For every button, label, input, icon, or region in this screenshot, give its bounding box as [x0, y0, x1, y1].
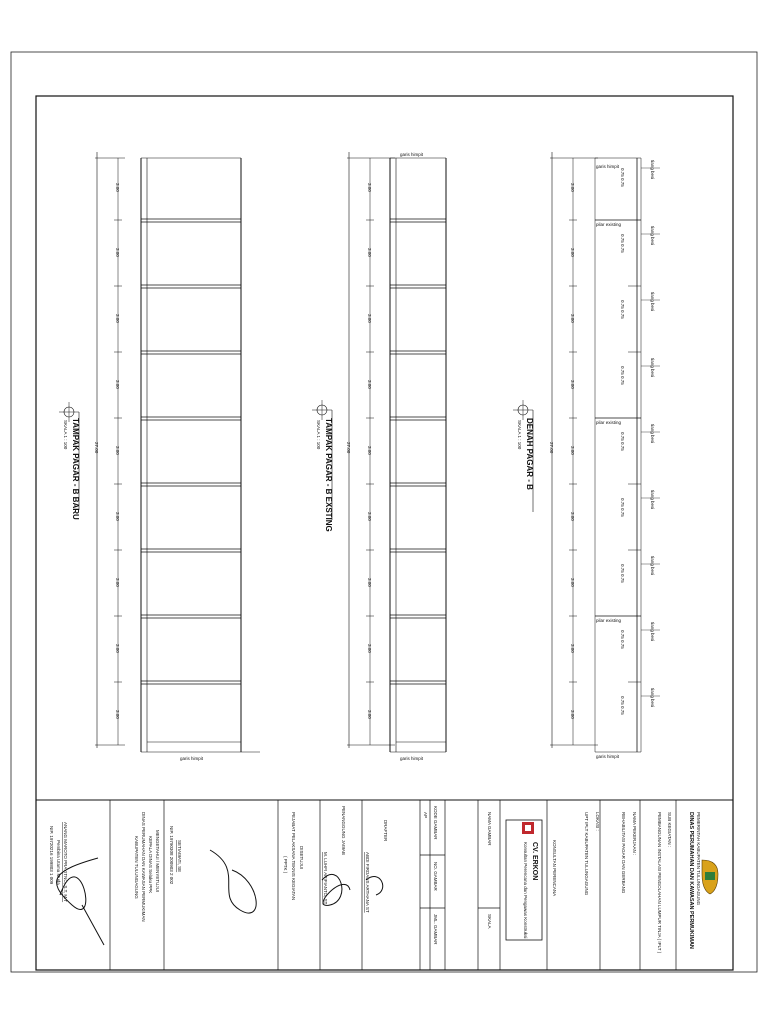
tb-kepala-label: KEPALA DINAS Selaku PPK: [148, 836, 153, 894]
tb-kode-gambar-label: KODE GAMBAR: [433, 806, 438, 840]
tb-drafter-label: DRAFTER: [383, 820, 388, 842]
tb-kepala-name: ANANG MAROTO PRAYITNO, S.T, M.T: [63, 822, 68, 903]
tb-kepala-rank: Pembina Utama Muda: [56, 840, 61, 885]
tb-mengetahui-label: MENGETAHUI / MENYETUJUI: [155, 830, 160, 893]
tb-kepala-nip: NIP. 19720216 199803 1 009: [49, 826, 54, 885]
dim-seg-exist-5: 3.00: [367, 446, 372, 455]
tb-sub-kegiatan: PEMBANGUNAN INSTALASI PENGOLAHAN LUMPUR TINJA ( IPLT ): [657, 812, 662, 954]
dim-seg-plan-6: 3.00: [570, 512, 575, 521]
tb-konsultan-name: CV. ERKON: [531, 842, 538, 881]
pillar-existing-3: pilar existing: [596, 618, 622, 623]
tb-jml-gambar-label: JML. GAMBAR: [433, 914, 438, 945]
plan-dim-2: 0.75 0.75: [620, 234, 625, 253]
tb-pj-name: M. LUHFI ARIFIANTO, ST: [323, 852, 328, 905]
plan-tag-6: tiang besi: [650, 490, 655, 510]
tb-konsultan-label: KONSULTAN PERENCANA: [552, 840, 557, 897]
plan-dim-9: 0.75 0.75: [620, 696, 625, 715]
tb-lokasi: UPT IPLT KABUPATEN TULUNGAGUNG: [584, 812, 589, 896]
label-plan: DENAH PAGAR - B: [525, 418, 534, 490]
scale-elevation-existing: SKALA 1 : 100: [316, 420, 321, 450]
tb-pptk-label: PEJABAT PELAKSANA TEKNIS KEGIATAN: [291, 812, 296, 901]
tb-pptk-nip: NIP. 19790308 200903 2 002: [169, 826, 174, 885]
plan-tag-2: tiang besi: [650, 226, 655, 246]
dim-total-new: 27.00: [94, 442, 99, 454]
dim-seg-exist-8: 3.00: [367, 644, 372, 653]
tb-disetujui-label: DISETUJUI: [299, 846, 304, 870]
dim-seg-new-7: 3.00: [115, 578, 120, 587]
tb-pj-label: PENANGGUNG JAWAB: [341, 806, 346, 855]
pillar-existing-1: pilar existing: [596, 222, 622, 227]
dim-seg-exist-1: 3.00: [367, 183, 372, 192]
dim-seg-new-6: 3.00: [115, 512, 120, 521]
plan-tag-5: tiang besi: [650, 424, 655, 444]
label-elevation-existing: TAMPAK PAGAR - B EXSTING: [324, 418, 333, 532]
dim-seg-plan-3: 3.00: [570, 314, 575, 323]
dim-seg-new-1: 3.00: [115, 183, 120, 192]
tb-nama-gambar-label: NAMA GAMBAR: [487, 812, 492, 846]
dim-total-plan: 27.00: [549, 442, 554, 454]
tb-skala-label: SKALA: [487, 914, 492, 929]
plan-view: [513, 152, 660, 752]
plan-dim-8: 0.75 0.75: [620, 630, 625, 649]
tb-pptk-sub: ( PPTK ): [283, 856, 288, 874]
plan-dim-6: 0.75 0.75: [620, 498, 625, 517]
plan-tag-4: tiang besi: [650, 358, 655, 378]
title-block-grid: [110, 800, 676, 970]
plan-dim-4: 0.75 0.75: [620, 366, 625, 385]
dim-seg-plan-2: 3.00: [570, 248, 575, 257]
plan-tag-9: tiang besi: [650, 688, 655, 708]
plan-dim-5: 0.75 0.75: [620, 432, 625, 451]
dim-seg-new-3: 3.00: [115, 314, 120, 323]
dim-seg-new-2: 3.00: [115, 248, 120, 257]
plan-tag-8: tiang besi: [650, 622, 655, 642]
tb-nama-pekerjaan-label: NAMA PEKERJAAN :: [632, 812, 637, 856]
ground-label-plan-top: garis himpit: [596, 164, 620, 169]
elevation-new: [59, 152, 260, 752]
dim-seg-new-5: 3.00: [115, 446, 120, 455]
ground-label-plan-bottom: garis himpit: [596, 754, 620, 759]
ground-label-exist-top: garis himpit: [400, 152, 424, 157]
scale-elevation-new: SKALA 1 : 100: [63, 420, 68, 450]
consultant-logo-mark-inner: [525, 825, 531, 831]
dim-total-existing: 27.00: [346, 442, 351, 454]
tb-kepala-org: DINAS PERUMAHAN DAN KAWASAN PERMUKIMAN: [141, 812, 146, 922]
dim-seg-exist-9: 3.00: [367, 710, 372, 719]
ground-label-new: garis himpit: [180, 756, 204, 761]
plan-tag-1: tiang besi: [650, 160, 655, 180]
dim-seg-plan-1: 3.00: [570, 183, 575, 192]
dim-seg-exist-7: 3.00: [367, 578, 372, 587]
tb-konsultan-sub: Konsultan Perencana dan Pengawas Konstruksi: [523, 842, 528, 939]
tb-kode-gambar: AP: [423, 812, 428, 819]
plan-dim-7: 0.75 0.75: [620, 564, 625, 583]
scale-plan: SKALA 1 : 100: [517, 420, 522, 450]
dim-seg-new-4: 3.00: [115, 380, 120, 389]
dim-seg-exist-2: 3.00: [367, 248, 372, 257]
plan-tag-3: tiang besi: [650, 292, 655, 312]
label-elevation-new: TAMPAK PAGAR - B BARU: [71, 418, 80, 520]
tb-no-gambar-label: NO. GAMBAR: [433, 862, 438, 891]
dim-seg-exist-4: 3.00: [367, 380, 372, 389]
tb-lokasi-label: LOKASI :: [595, 812, 600, 831]
tb-owner-line2: DINAS PERUMAHAN DAN KAWASAN PERMUKIMAN: [688, 812, 694, 949]
plan-tag-7: tiang besi: [650, 556, 655, 576]
tb-owner-line1: PEMERINTAH KABUPATEN TULUNGAGUNG: [696, 812, 701, 906]
dim-seg-exist-3: 3.00: [367, 314, 372, 323]
ground-label-exist-bottom: garis himpit: [400, 756, 424, 761]
tb-kepala-kab: KABUPATEN TULUNGAGUNG: [134, 836, 139, 899]
tb-drafter-name: ABDI FIRDAUS ARTHANA ST: [365, 852, 370, 913]
dim-seg-plan-5: 3.00: [570, 446, 575, 455]
dim-seg-plan-7: 3.00: [570, 578, 575, 587]
pillar-existing-2: pilar existing: [596, 420, 622, 425]
dim-seg-plan-8: 3.00: [570, 644, 575, 653]
tb-nama-pekerjaan: REHABILITASI PAGAR DAN GERBANG: [621, 812, 626, 894]
dim-seg-exist-6: 3.00: [367, 512, 372, 521]
dim-seg-new-9: 3.00: [115, 710, 120, 719]
dim-seg-new-8: 3.00: [115, 644, 120, 653]
tb-sub-kegiatan-label: SUB KEGIATAN :: [667, 812, 672, 848]
signature-pptk: [210, 850, 256, 913]
tb-pptk-name: SETIAWATI, SE: [177, 840, 182, 873]
dim-seg-plan-9: 3.00: [570, 710, 575, 719]
plan-dim-1: 0.75 0.75: [620, 168, 625, 187]
dim-seg-plan-4: 3.00: [570, 380, 575, 389]
plan-dim-3: 0.75 0.75: [620, 300, 625, 319]
regency-emblem-icon: [702, 860, 718, 894]
